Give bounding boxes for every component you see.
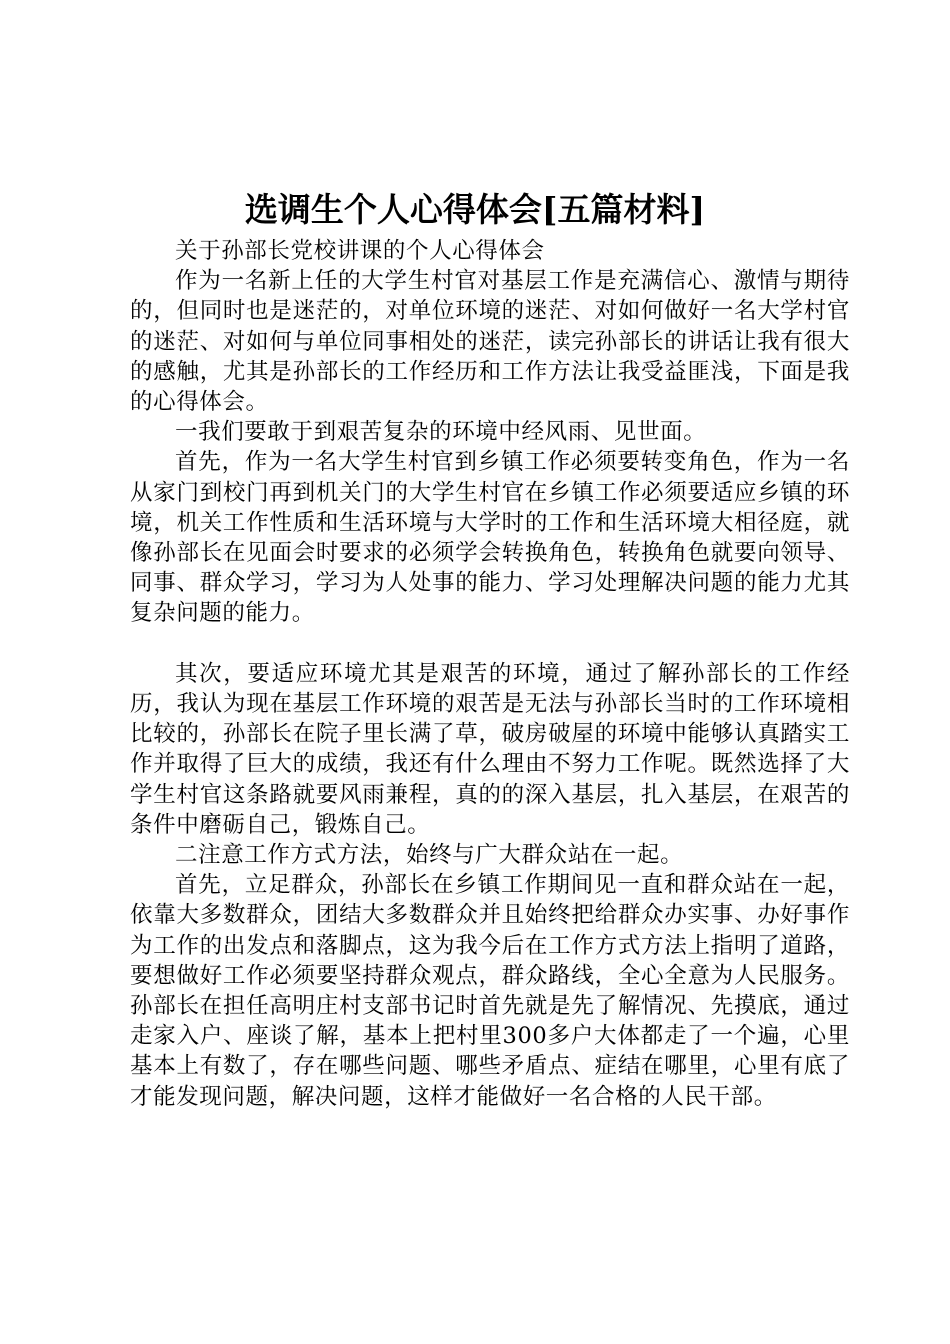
paragraph-second-point: 其次，要适应环境尤其是艰苦的环境，通过了解孙部长的工作经历，我认为现在基层工作环境的艰苦是无法与孙部长当时的工作环境相比较的，孙部长在院子里长满了草，破房破屋的环境中能够认真踏实工作并取得了巨大的成绩，我还有什么理由不努力工作呢。既然选择了大学生村官这条路就要风雨兼程，真的的深入基层，扎入基层，在艰苦的条件中磨砺自己，锻炼自己。 [130, 660, 850, 838]
paragraph-intro: 作为一名新上任的大学生村官对基层工作是充满信心、激情与期待的，但同时也是迷茫的，对单位环境的迷茫、对如何做好一名大学村官的迷茫、对如何与单位同事相处的迷茫，读完孙部长的讲话让我有很大的感触，尤其是孙部长的工作经历和工作方法让我受益匪浅，下面是我的心得体会。 [130, 268, 850, 416]
paragraph-heading-subtitle: 关于孙部长党校讲课的个人心得体会 [175, 238, 545, 264]
paragraph-section-two-heading: 二注意工作方式方法，始终与广大群众站在一起。 [175, 842, 684, 869]
document-title: 选调生个人心得体会[五篇材料] [244, 190, 706, 229]
paragraph-third-point: 首先，立足群众，孙部长在乡镇工作期间见一直和群众站在一起，依靠大多数群众，团结大多数群众并且始终把给群众办实事、办好事作为工作的出发点和落脚点，这为我今后在工作方式方法上指明了道路，要想做好工作必须要坚持群众观点，群众路线，全心全意为人民服务。孙部长在担任高明庄村支部书记时首先就是先了解情况、先摸底，通过走家入户、座谈了解，基本上把村里300多户大体都走了一个遍，心里基本上有数了，存在哪些问题、哪些矛盾点、症结在哪里，心里有底了才能发现问题，解决问题，这样才能做好一名合格的人民干部。 [130, 872, 850, 1110]
paragraph-section-one-heading: 一我们要敢于到艰苦复杂的环境中经风雨、见世面。 [175, 419, 707, 446]
paragraph-first-point: 首先，作为一名大学生村官到乡镇工作必须要转变角色，作为一名从家门到校门再到机关门的大学生村官在乡镇工作必须要适应乡镇的环境，机关工作性质和生活环境与大学时的工作和生活环境大相径庭，就像孙部长在见面会时要求的必须学会转换角色，转换角色就要向领导、同事、群众学习，学习为人处事的能力、学习处理解决问题的能力尤其复杂问题的能力。 [130, 449, 850, 627]
document-body [130, 236, 850, 1112]
